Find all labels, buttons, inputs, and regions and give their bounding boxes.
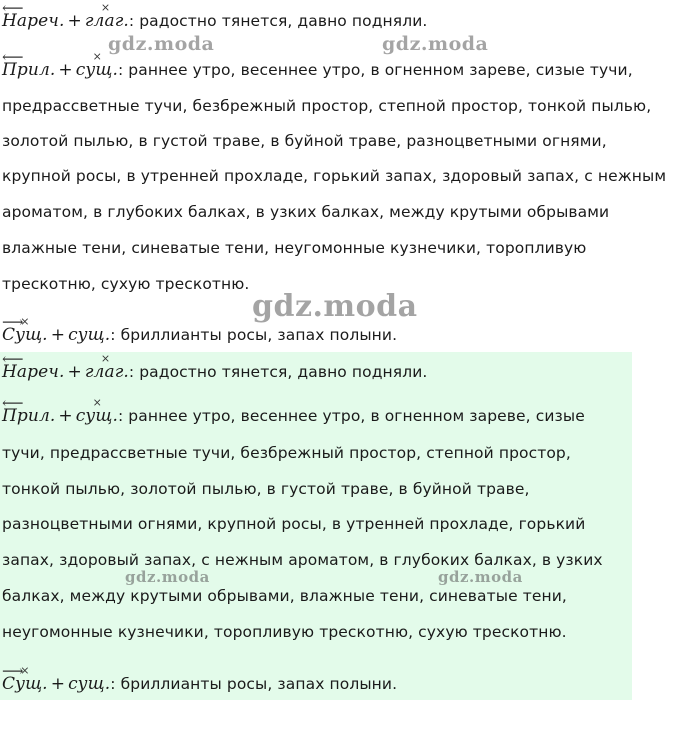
plus-arrow-right: ⟶ + (51, 674, 65, 694)
adjective-label: Прил. (2, 60, 56, 80)
text-line: трескотню, сухую трескотню. (2, 275, 250, 293)
text-line: тучи, предрассветные тучи, безбрежный простор, степной простор, (2, 444, 571, 462)
formula-adverb-verb (2, 11, 129, 31)
text-line: тонкой пылью, золотой пылью, в густой траве, в буйной траве, (2, 480, 530, 498)
plus-arrow-left: ⟵ + (58, 60, 72, 80)
text-line: крупной росы, в утренней прохладе, горький запах, здоровый запах, с нежным (2, 167, 667, 185)
adverb-label: Нареч. (2, 362, 65, 382)
noun-label: сущ. (68, 325, 111, 345)
watermark: gdz.moda (252, 289, 418, 324)
phrase-text: : бриллианты росы, запах полыни. (110, 675, 398, 693)
text-line: неугомонные кузнечики, торопливую трескотню, сухую трескотню. (2, 623, 567, 641)
text-line: золотой пылью, в густой траве, в буйной траве, разноцветными огнями, (2, 132, 607, 150)
watermark: gdz.moda (108, 33, 215, 55)
verb-label: глаг. × (85, 11, 129, 31)
noun-label: сущ. × (76, 406, 118, 426)
noun-label: Сущ. × (2, 325, 48, 345)
formula-adj-noun (2, 60, 118, 80)
phrase-text: : радостно тянется, давно подняли. (128, 363, 428, 381)
text-line: запах, здоровый запах, с нежным ароматом, в глубоких балках, в узких (2, 551, 603, 569)
phrase-line-adj-noun (2, 406, 585, 426)
plus-arrow-right: ⟶ + (51, 325, 65, 345)
text-line: разноцветными огнями, крупной росы, в утренней прохладе, горький (2, 515, 586, 533)
phrase-line-noun-noun (2, 674, 397, 694)
adverb-label: Нареч. (2, 11, 65, 31)
formula-noun-noun (2, 325, 110, 345)
text-line: предрассветные тучи, безбрежный простор, степной простор, тонкой пылью, (2, 97, 652, 115)
phrase-text: : радостно тянется, давно подняли. (128, 12, 428, 30)
adjective-label: Прил. (2, 406, 56, 426)
formula-adj-noun (2, 406, 118, 426)
phrase-line-noun-noun (2, 325, 397, 345)
formula-adverb-verb (2, 362, 129, 382)
plus-arrow-left: ⟵ + (67, 11, 81, 31)
noun-label: сущ. (68, 674, 111, 694)
watermark: gdz.moda (382, 33, 489, 55)
text-line: балках, между крутыми обрывами, влажные тени, синеватые тени, (2, 587, 567, 605)
formula-noun-noun (2, 674, 110, 694)
answer-block-highlighted (0, 352, 632, 700)
phrase-text: : раннее утро, весеннее утро, в огненном зареве, сизые тучи, (117, 61, 633, 79)
plus-arrow-left: ⟵ + (58, 406, 72, 426)
text-line: ароматом, в глубоких балках, в узких балках, между крутыми обрывами (2, 203, 610, 221)
phrase-line-adverb-verb (2, 11, 427, 31)
phrase-line-adverb-verb (2, 362, 427, 382)
phrase-line-adj-noun (2, 60, 633, 80)
verb-label: глаг. × (85, 362, 129, 382)
plus-arrow-left: ⟵ + (67, 362, 81, 382)
noun-label: сущ. × (76, 60, 118, 80)
answer-block-plain (0, 0, 680, 350)
noun-label: Сущ. × (2, 674, 48, 694)
watermark: gdz.moda (438, 568, 523, 586)
phrase-text: : бриллианты росы, запах полыни. (110, 326, 398, 344)
text-line: влажные тени, синеватые тени, неугомонные кузнечики, торопливую (2, 239, 587, 257)
phrase-text: : раннее утро, весеннее утро, в огненном зареве, сизые (117, 407, 585, 425)
watermark: gdz.moda (125, 568, 210, 586)
